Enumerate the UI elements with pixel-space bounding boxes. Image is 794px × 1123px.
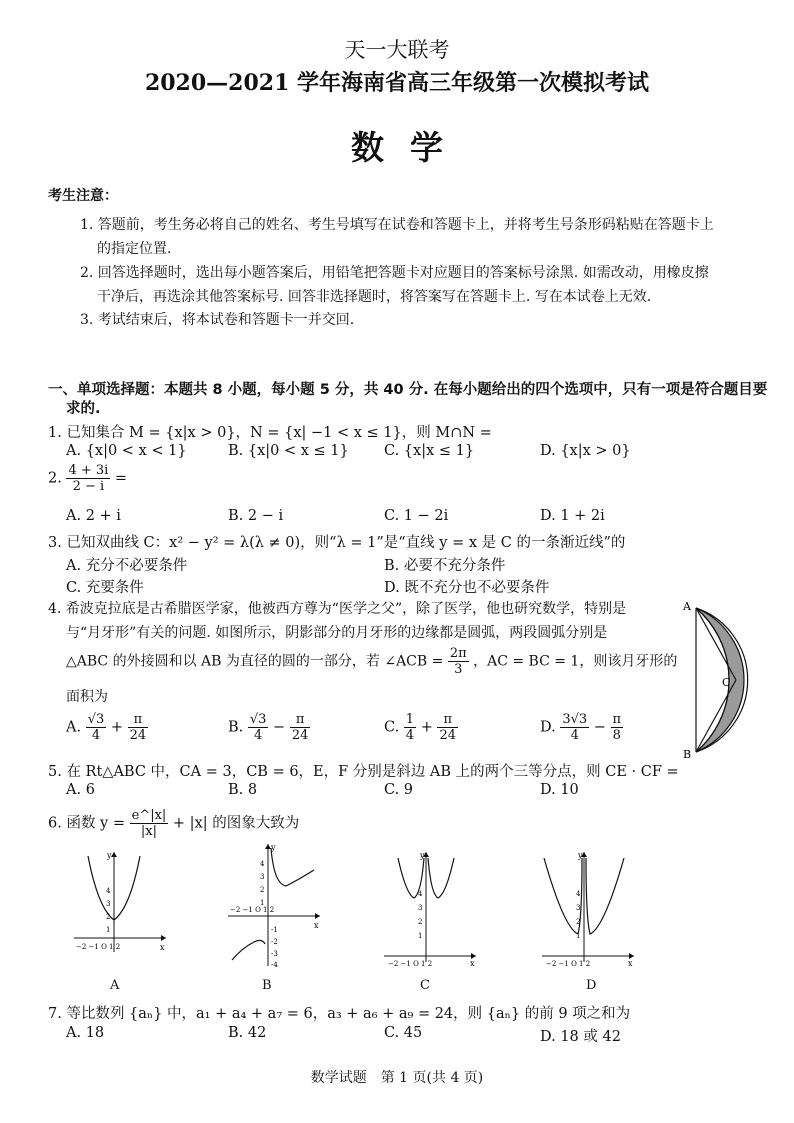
q4-option-d <box>540 712 623 743</box>
q4-option-b <box>228 712 310 743</box>
frac-den: 24 <box>439 728 456 743</box>
q4-line4: 面积为 <box>66 689 108 705</box>
q4-option-a-op: + <box>110 719 124 736</box>
q4-option-a <box>66 712 148 743</box>
x-axis-arrow <box>161 935 166 941</box>
q7-option-d: D. 18 或 42 <box>540 1029 621 1045</box>
q4-option-d-prefix: D. <box>540 719 556 736</box>
notice-line: 干净后，再选涂其他答案标号. 回答非选择题时，将答案写在答题卡上. 写在本试卷上无效. <box>97 289 652 305</box>
frac-den: 24 <box>129 728 147 743</box>
y-tick: 4 <box>576 890 581 898</box>
q4-option-c-prefix: C. <box>384 719 400 736</box>
point-c-label: C <box>722 676 731 689</box>
y-label: y <box>420 851 425 860</box>
q2-option-c: C. 1 − 2i <box>384 508 449 524</box>
frac-num: 3√3 <box>562 712 588 727</box>
curve-right <box>271 848 314 886</box>
q7-option-a: A. 18 <box>66 1025 105 1041</box>
q4-b-frac1 <box>248 712 269 743</box>
y-tick: 2 <box>418 918 423 926</box>
exam-title: 2020—2021 学年海南省高三年级第一次模拟考试 <box>144 70 650 96</box>
q5-option-b: B. 8 <box>228 782 258 798</box>
frac-den: 4 <box>570 728 579 743</box>
point-a-label: A <box>683 600 691 613</box>
frac-num: √3 <box>87 712 105 727</box>
q7-option-c: C. 45 <box>384 1025 423 1041</box>
y-tick: -1 <box>271 926 278 934</box>
frac-num: π <box>128 712 149 728</box>
q5-option-c: C. 9 <box>384 782 414 798</box>
q5-stem: 5. 在 Rt△ABC 中，CA = 3，CB = 6，E，F 分别是斜边 AB 上的两个三等分点，则 CE · CF = <box>48 764 679 780</box>
y-tick: 4 <box>418 890 423 898</box>
notice-line: 3. 考试结束后，将本试卷和答题卡一并交回. <box>80 312 355 328</box>
exam-org: 天一大联考 <box>344 38 450 62</box>
notice-line: 的指定位置. <box>97 241 172 257</box>
q3-option-d: D. 既不充分也不必要条件 <box>384 580 550 596</box>
q6-denominator: |x| <box>140 824 158 839</box>
q4-option-b-op: − <box>273 719 286 736</box>
graph-a-label: A <box>110 978 120 993</box>
graph-b <box>224 840 324 970</box>
q4-c-frac1 <box>404 712 416 743</box>
x-label: x <box>470 959 475 966</box>
q2-option-b: B. 2 − i <box>228 508 284 524</box>
q4-line3a: △ABC 的外接圆和以 AB 为直径的圆的一部分，若 ∠ACB = <box>66 653 444 670</box>
q4-line3b: ，AC = BC = 1，则该月牙形的 <box>473 653 678 670</box>
frac-den: 4 <box>254 728 263 743</box>
q3-option-c: C. 充要条件 <box>66 580 144 596</box>
y-tick: -2 <box>271 938 278 946</box>
q1-option-c: C. {x|x ≤ 1} <box>384 443 475 459</box>
q4-line2: 与“月牙形”有关的问题. 如图所示，阴影部分的月牙形的边缘都是圆弧，两段圆弧分别是 <box>66 625 608 641</box>
frac-num: π <box>437 712 458 728</box>
frac-den: 4 <box>405 728 415 743</box>
q4-option-c <box>384 712 458 743</box>
q5-option-d: D. 10 <box>540 782 579 798</box>
q6-prefix: 6. 函数 y = <box>48 815 126 832</box>
y-tick: 4 <box>106 887 111 895</box>
q4-angle-fraction <box>448 646 469 677</box>
y-tick: -3 <box>271 950 278 958</box>
q7-option-b: B. 42 <box>228 1025 267 1041</box>
q6-numerator: e^|x| <box>131 808 167 823</box>
q4-b-frac2 <box>290 712 311 743</box>
frac-num: π <box>612 712 622 727</box>
y-tick: 3 <box>576 904 581 912</box>
curve-right <box>586 858 624 934</box>
q4-line1: 4. 希波克拉底是古希腊医学家，他被西方尊为“医学之父”，除了医学，他也研究数学，特别是 <box>48 601 627 617</box>
y-tick: -4 <box>271 961 278 969</box>
q2-denominator: 2 − i <box>72 479 105 494</box>
graph-b-label: B <box>262 978 272 993</box>
q7-stem: 7. 等比数列 {aₙ} 中，a₁ + a₄ + a₇ = 6，a₃ + a₆ + a₉ = 24，则 {aₙ} 的前 9 项之和为 <box>48 1006 631 1022</box>
q4-d-frac1 <box>560 712 589 743</box>
q3-stem: 3. 已知双曲线 C：x² − y² = λ(λ ≠ 0)，则“λ = 1”是“直线 y = x 是 C 的一条渐近线”的 <box>48 535 626 551</box>
graph-c <box>380 848 480 966</box>
y-tick: 1 <box>260 899 265 907</box>
y-tick: 1 <box>418 932 423 940</box>
q4-angle-den: 3 <box>454 662 463 677</box>
frac-den: 24 <box>291 728 309 743</box>
q1-option-d: D. {x|x > 0} <box>540 443 631 459</box>
section-heading: 一、单项选择题：本题共 8 小题，每小题 5 分，共 40 分. 在每小题给出的四个选项中，只有一项是符合题目要 <box>48 382 768 398</box>
q3-option-b: B. 必要不充分条件 <box>384 558 506 574</box>
section-heading-cont: 求的. <box>66 401 101 417</box>
q1-option-a: A. {x|0 < x < 1} <box>66 443 187 459</box>
y-label: y <box>107 851 112 860</box>
y-label: y <box>578 851 583 860</box>
notice-line: 2. 回答选择题时，选出每小题答案后，用铅笔把答题卡对应题目的答案标号涂黑. 如需改动，用橡皮擦 <box>80 265 709 281</box>
q2-prefix: 2. <box>48 470 62 487</box>
q4-a-frac2 <box>128 712 149 743</box>
point-b-label: B <box>683 748 692 761</box>
q4-angle-num: 2π <box>449 646 467 661</box>
graph-a <box>70 848 170 956</box>
y-tick: 2 <box>576 918 581 926</box>
q6-stem <box>48 808 299 839</box>
lune-shaded-region <box>696 608 744 752</box>
x-axis-arrow <box>315 913 320 919</box>
graph-c-label: C <box>420 978 430 993</box>
q2-numerator: 4 + 3i <box>68 463 109 478</box>
q5-option-a: A. 6 <box>66 782 95 798</box>
y-tick: 3 <box>418 904 423 912</box>
q2-fraction <box>66 463 110 494</box>
x-label: x <box>628 959 633 966</box>
y-tick: 2 <box>106 913 111 921</box>
graph-d-label: D <box>586 978 597 993</box>
y-axis-arrow <box>111 852 117 857</box>
page-footer: 数学试题 第 1 页(共 4 页) <box>310 1070 484 1086</box>
frac-den: 8 <box>612 728 621 743</box>
q4-option-d-op: − <box>593 719 606 736</box>
q4-option-c-op: + <box>420 719 433 736</box>
q3-option-a: A. 充分不必要条件 <box>66 558 188 574</box>
y-label: y <box>271 843 276 852</box>
x-ticks: −2 −1 O 1 2 <box>388 960 433 966</box>
q4-option-a-prefix: A. <box>66 719 82 736</box>
q2-stem <box>48 463 127 494</box>
y-tick: 3 <box>106 900 111 908</box>
q2-suffix: = <box>114 470 128 487</box>
q6-fraction <box>130 808 169 839</box>
y-tick: 1 <box>106 926 111 934</box>
notice-line: 1. 答题前，考生务必将自己的姓名、考生号填写在试卷和答题卡上，并将考生号条形码粘贴在答题卡上 <box>80 217 714 233</box>
q4-a-frac1 <box>86 712 107 743</box>
q4-c-frac2 <box>437 712 458 743</box>
q6-suffix: + |x| 的图象大致为 <box>172 815 300 832</box>
curve-right <box>428 858 454 898</box>
y-tick: 4 <box>260 860 265 868</box>
q4-line3 <box>66 646 677 677</box>
lune-figure <box>680 598 770 764</box>
x-ticks: −2 −1 O 1 2 <box>230 906 275 914</box>
x-label: x <box>314 921 319 930</box>
x-ticks: −2 −1 O 1 2 <box>546 960 591 966</box>
q4-option-b-prefix: B. <box>228 719 244 736</box>
frac-num: π <box>290 712 311 728</box>
subject-title: 数学 <box>351 128 469 167</box>
x-label: x <box>160 943 165 952</box>
notice-title: 考生注意： <box>48 188 118 204</box>
q4-d-frac2 <box>611 712 624 743</box>
y-tick: 3 <box>260 873 265 881</box>
frac-den: 4 <box>91 728 101 743</box>
frac-num: 1 <box>405 712 415 727</box>
q2-option-d: D. 1 + 2i <box>540 508 605 524</box>
curve-left <box>232 940 265 960</box>
q1-stem: 1. 已知集合 M = {x|x > 0}，N = {x| −1 < x ≤ 1}，则 M∩N = <box>48 425 492 441</box>
q2-option-a: A. 2 + i <box>66 508 121 524</box>
graph-d <box>538 848 638 966</box>
q1-option-b: B. {x|0 < x ≤ 1} <box>228 443 349 459</box>
y-tick: 1 <box>576 932 581 940</box>
x-ticks: −2 −1 O 1 2 <box>76 943 121 951</box>
frac-num: √3 <box>249 712 267 727</box>
y-tick: 2 <box>260 886 265 894</box>
